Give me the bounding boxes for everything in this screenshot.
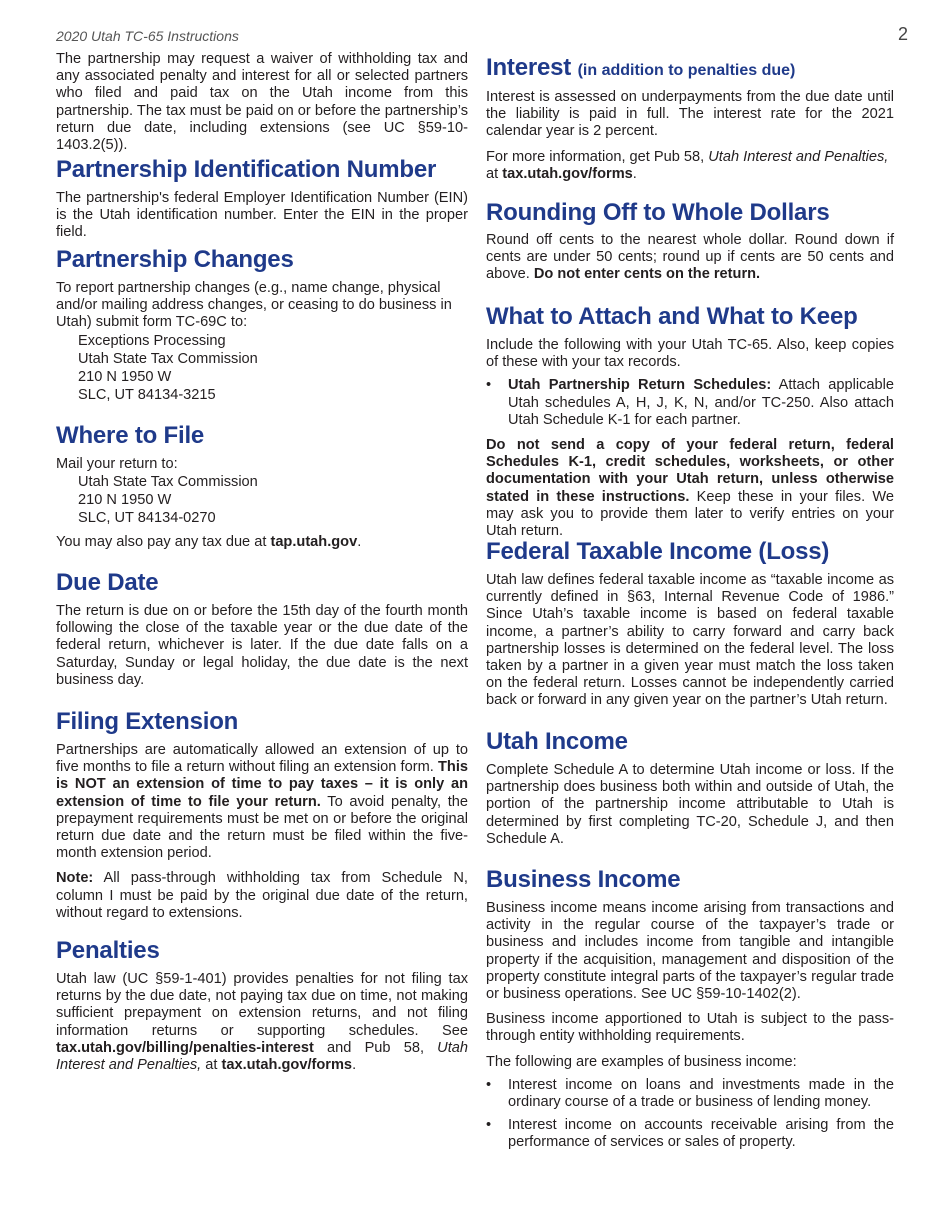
where-heading: Where to File — [56, 422, 205, 449]
penalties-interest-link[interactable]: tax.utah.gov/billing/penalties-interest — [56, 1039, 314, 1056]
document-title: 2020 Utah TC-65 Instructions — [56, 28, 239, 44]
address-line: Utah State Tax Commission — [78, 474, 258, 491]
address-line: 210 N 1950 W — [78, 368, 172, 385]
business-section — [486, 865, 894, 1152]
attach-heading: What to Attach and What to Keep — [486, 303, 858, 330]
penalties-heading: Penalties — [56, 937, 160, 964]
extension-section — [56, 707, 468, 922]
page-number: 2 — [898, 24, 909, 44]
attach-body: Include the following with your Utah TC-65. Also, keep copies of these with your tax records. — [486, 337, 894, 371]
where-section — [56, 421, 468, 551]
where-body: Mail your return to: — [56, 456, 178, 472]
pin-body: The partnership's federal Employer Identification Number (EIN) is the Utah identification number. Enter the EIN in the proper field. — [56, 190, 468, 241]
utah-income-body: Complete Schedule A to determine Utah income or loss. If the partnership does business both within and outside of Utah, the portion of the partnership income attributable to Utah is determined by first completing TC-20, Schedule J, and then Schedule A. — [486, 762, 894, 847]
attach-warning: Do not send a copy of your federal return, federal Schedules K-1, credit schedules, worksheets, or other documentation with your Utah return, unless otherwise stated in these instructions. Keep these in your files. We may ask you to provide them later to verify entries on your Utah return. — [486, 437, 894, 540]
interest-section — [486, 53, 894, 183]
intro-paragraph: The partnership may request a waiver of withholding tax and any associated penalty and interest for all or selected partners who filed and paid tax on the Utah income from this partnership. The tax must be paid on or before the partnership’s return due date, including extensions (see UC §59-10-1403.2(5)). — [56, 51, 468, 154]
business-body-1: Business income means income arising from transactions and activity in the regular course of the taxpayer’s trade or business and includes income from tangible and intangible property if the acquisition, management and disposition of the property constitute integral parts of the taxpayer’s regular trade or business operations. See UC §59-10-1402(2). — [486, 900, 894, 1003]
address-line: 210 N 1950 W — [78, 492, 172, 509]
pin-section — [56, 155, 468, 242]
attach-list — [486, 377, 894, 429]
business-list — [486, 1077, 894, 1152]
list-item: • Interest income on loans and investments made in the ordinary course of a trade or business of lending money. — [486, 1077, 894, 1111]
utah-income-heading: Utah Income — [486, 728, 628, 755]
forms-link[interactable]: tax.utah.gov/forms — [502, 165, 633, 182]
business-body-2: Business income apportioned to Utah is subject to the pass-through entity withholding requirements. — [486, 1011, 894, 1045]
interest-body: Interest is assessed on underpayments from the due date until the liability is paid in full. The interest rate for the 2021 calendar year is 2 percent. — [486, 89, 894, 140]
changes-section — [56, 245, 468, 404]
forms-link[interactable]: tax.utah.gov/forms — [221, 1057, 353, 1074]
tap-link[interactable]: tap.utah.gov — [270, 534, 358, 551]
extension-heading: Filing Extension — [56, 708, 239, 735]
attach-section — [486, 302, 894, 540]
address-line: SLC, UT 84134-0270 — [78, 510, 216, 527]
changes-address — [56, 332, 468, 404]
utah-income-section — [486, 727, 894, 848]
due-heading: Due Date — [56, 569, 159, 596]
business-heading: Business Income — [486, 866, 681, 893]
pay-online-text: You may also pay any tax due at tap.utah.gov. — [56, 534, 362, 551]
extension-body: Partnerships are automatically allowed an extension of up to five months to file a return without filing an extension form. This is NOT an extension of time to pay taxes – it is only an extension of time to file your return. To avoid penalty, the prepayment requirements must be met on or before the original return due date and the return must be filed within the five-month extension period. — [56, 742, 468, 862]
address-line: SLC, UT 84134-3215 — [78, 386, 216, 403]
rounding-section — [486, 198, 894, 284]
fti-section — [486, 537, 894, 710]
extension-note: Note: All pass-through withholding tax from Schedule N, column I must be paid by the original due date of the return, without regard to extensions. — [56, 870, 468, 921]
penalties-section — [56, 936, 468, 1074]
fti-body: Utah law defines federal taxable income as “taxable income as currently defined in §63, Internal Revenue Code of 1986.” Since Utah’s taxable income is based on federal taxable income, a partner’s ability to carry forward and carry back partnership losses is determined on the federal level. The loss taken by a partner in a given year must match the loss taken on the federal return. Losses cannot be independently carried back or forward in any given year on the partner’s Utah return. — [486, 572, 894, 709]
fti-heading: Federal Taxable Income (Loss) — [486, 538, 830, 565]
intro-section — [56, 51, 468, 154]
pin-heading: Partnership Identification Number — [56, 156, 437, 183]
penalties-body: Utah law (UC §59-1-401) provides penalties for not filing tax returns by the due date, not paying tax due on time, not making sufficient prepayment on extension returns, and not filing information returns or supporting schedules. See tax.utah.gov/billing/penalties-interest and Pub 58, Utah Interest and Penalties, at tax.utah.gov/forms. — [56, 971, 468, 1074]
business-body-3: The following are examples of business income: — [486, 1053, 797, 1070]
due-section — [56, 568, 468, 689]
changes-heading: Partnership Changes — [56, 246, 294, 273]
where-address — [56, 473, 468, 527]
list-item: • Interest income on accounts receivable arising from the performance of services or sales of property. — [486, 1117, 894, 1151]
address-line: Exceptions Processing — [78, 332, 226, 349]
list-item: • Utah Partnership Return Schedules: Attach applicable Utah schedules A, H, J, K, N, and/or TC-250. Also attach Utah Schedule K-1 for each partner. — [486, 377, 894, 429]
interest-more-info: For more information, get Pub 58, Utah Interest and Penalties, at tax.utah.gov/forms. — [486, 148, 889, 182]
interest-heading: Interest (in addition to penalties due) — [486, 54, 796, 81]
due-body: The return is due on or before the 15th day of the fourth month following the close of the taxable year or the due date of the federal return, whichever is later. If the due date falls on a Saturday, Sunday or legal holiday, the due date is the next business day. — [56, 603, 468, 688]
changes-body: To report partnership changes (e.g., name change, physical and/or mailing address changes, or ceasing to do business in Utah) submit form TC-69C to: — [56, 280, 452, 331]
rounding-heading: Rounding Off to Whole Dollars — [486, 199, 830, 226]
rounding-body: Round off cents to the nearest whole dollar. Round down if cents are under 50 cents; round up if cents are 50 cents and above. Do not enter cents on the return. — [486, 232, 894, 283]
address-line: Utah State Tax Commission — [78, 350, 258, 367]
